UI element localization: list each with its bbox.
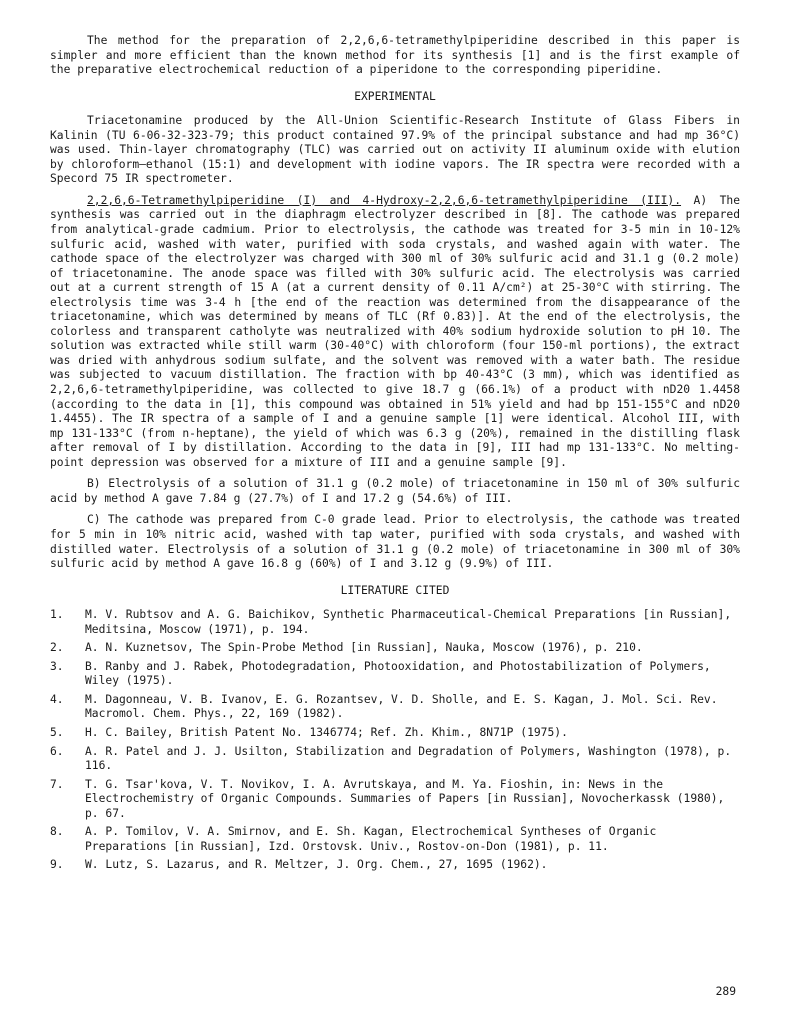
reference-list: [50, 608, 740, 873]
reference-item: [50, 693, 740, 722]
reference-text: T. G. Tsar'kova, V. T. Novikov, I. A. Avrutskaya, and M. Ya. Fioshin, in: News in the Electrochemistry of Organic Compounds. Summaries of Papers [in Russian], Novocherkassk (1980), p. 67.: [85, 777, 725, 820]
reference-text: A. R. Patel and J. J. Usilton, Stabilization and Degradation of Polymers, Washington (1978), p. 116.: [85, 744, 732, 773]
reference-text: H. C. Bailey, British Patent No. 1346774; Ref. Zh. Khim., 8N71P (1975).: [85, 725, 568, 739]
reference-text: A. N. Kuznetsov, The Spin-Probe Method [in Russian], Nauka, Moscow (1976), p. 210.: [85, 641, 643, 655]
reference-item: [50, 778, 740, 822]
experimental-paragraph-2: [50, 194, 740, 470]
reference-number: 8.: [50, 825, 64, 839]
reference-text: W. Lutz, S. Lazarus, and R. Meltzer, J. Org. Chem., 27, 1695 (1962).: [85, 858, 548, 872]
reference-item: [50, 858, 740, 873]
reference-number: 5.: [50, 725, 64, 739]
reference-number: 1.: [50, 608, 64, 622]
reference-item: [50, 660, 740, 689]
reference-item: [50, 745, 740, 774]
reference-number: 9.: [50, 858, 64, 872]
reference-text: M. Dagonneau, V. B. Ivanov, E. G. Rozantsev, V. D. Sholle, and E. S. Kagan, J. Mol. Sci. Rev. Macromol. Chem. Phys., 22, 169 (1982).: [85, 692, 718, 721]
reference-item: [50, 726, 740, 741]
reference-number: 2.: [50, 641, 64, 655]
reference-number: 3.: [50, 659, 64, 673]
experimental-paragraph-4: C) The cathode was prepared from C-0 grade lead. Prior to electrolysis, the cathode was treated for 5 min in 10% nitric acid, washed with tap water, purified with soda crystals, and washed with distilled water. Electrolysis of a solution of 31.1 g (0.2 mole) of triacetonamine in 300 ml of 30% sulfuric acid by method A gave 16.8 g (60%) of I and 3.12 g (9.9%) of III.: [50, 513, 740, 571]
reference-number: 6.: [50, 744, 64, 758]
experimental-heading: EXPERIMENTAL: [354, 89, 436, 103]
method-a-text: A) The synthesis was carried out in the diaphragm electrolyzer described in [8]. The cathode was prepared from analytical-grade cadmium. Prior to electrolysis, the cathode was treated for 3-5 min in 10-12% sulfuric acid, washed with water, purified with soda crystals, and washed again with water. The cathode space of the electrolyzer was charged with 300 ml of 30% sulfuric acid and 31.1 g (0.2 mole) of triacetonamine. The anode space was filled with 30% sulfuric acid. The electrolysis was carried out at a current strength of 15 A (at a current density of 0.11 A/cm²) at 25-30°C with stirring. The electrolysis time was 3-4 h [the end of the reaction was determined from the disappearance of the triacetonamine, which was determined by means of TLC (Rf 0.83)]. At the end of the electrolysis, the colorless and transparent catholyte was neutralized with 40% sodium hydroxide solution to pH 10. The solution was extracted while still warm (30-40°C) with chloroform (four 150-ml portions), the extract was dried with anhydrous sodium sulfate, and the solvent was removed with a water bath. The residue was subjected to vacuum distillation. The fraction with bp 40-43°C (3 mm), which was identified as 2,2,6,6-tetramethylpiperidine, was collected to give 18.7 g (66.1%) of a product with nD20 1.4458 (according to the data in [1], this compound was obtained in 51% yield and had bp 151-155°C and nD20 1.4455). The IR spectra of a sample of I and a genuine sample [1] were identical. Alcohol III, with mp 131-133°C (from n-heptane), the yield of which was 6.3 g (20%), remained in the distilling flask after removal of I by distillation. According to the data in [9], III had mp 131-133°C. No melting-point depression was observed for a mixture of III and a genuine sample [9].: [50, 193, 740, 469]
reference-item: [50, 608, 740, 637]
reference-text: B. Ranby and J. Rabek, Photodegradation, Photooxidation, and Photostabilization of Polymers, Wiley (1975).: [85, 659, 711, 688]
page-number: 289: [715, 985, 736, 998]
reference-text: A. P. Tomilov, V. A. Smirnov, and E. Sh. Kagan, Electrochemical Syntheses of Organic Preparations [in Russian], Izd. Orstovsk. Univ., Rostov-on-Don (1981), p. 11.: [85, 825, 657, 853]
reference-number: 7.: [50, 777, 64, 791]
reference-item: [50, 641, 740, 656]
experimental-paragraph-3: B) Electrolysis of a solution of 31.1 g (0.2 mole) of triacetonamine in 150 ml of 30% sulfuric acid by method A gave 7.84 g (27.7%) of I and 17.2 g (54.6%) of III.: [50, 477, 740, 505]
reference-number: 4.: [50, 692, 64, 706]
experimental-paragraph-1: Triacetonamine produced by the All-Union Scientific-Research Institute of Glass Fibers in Kalinin (TU 6-06-32-323-79; this product contained 97.9% of the principal substance and had mp 36°C) was used. Thin-layer chromatography (TLC) was carried out on activity II aluminum oxide with elution by chloroform–ethanol (15:1) and development with iodine vapors. The IR spectra were recorded with a Specord 75 IR spectrometer.: [50, 114, 740, 186]
compound-title: 2,2,6,6-Tetramethylpiperidine (I) and 4-Hydroxy-2,2,6,6-tetramethylpiperidine (III).: [87, 193, 682, 207]
literature-heading: LITERATURE CITED: [340, 583, 450, 597]
reference-text: M. V. Rubtsov and A. G. Baichikov, Synthetic Pharmaceutical-Chemical Preparations [in Russian], Meditsina, Moscow (1971), p. 194.: [85, 608, 732, 636]
paper-page: [50, 34, 740, 873]
reference-item: [50, 825, 740, 854]
intro-paragraph: The method for the preparation of 2,2,6,6-tetramethylpiperidine described in this paper is simpler and more efficient than the known method for its synthesis [1] and is the first example of the preparative electrochemical reduction of a piperidone to the corresponding piperidine.: [50, 34, 740, 77]
